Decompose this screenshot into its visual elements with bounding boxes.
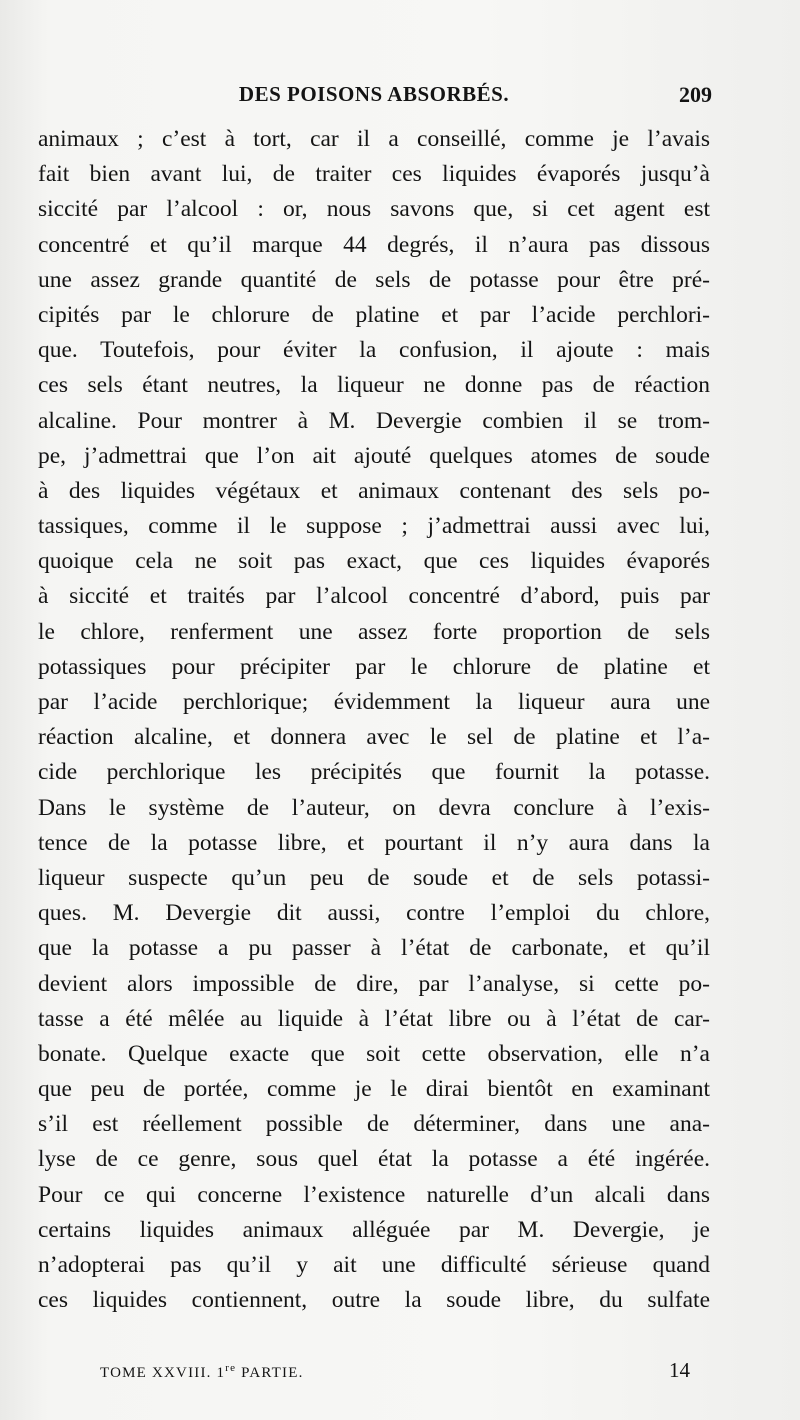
text-line: lyse de ce genre, sous quel état la potasse a été ingérée.	[38, 1146, 710, 1173]
text-line: le chlore, renferment une assez forte proportion de sels	[38, 618, 710, 645]
text-line: fait bien avant lui, de traiter ces liquides évaporés jusqu’à	[38, 161, 710, 188]
text-line: une assez grande quantité de sels de potasse pour être pré-	[38, 266, 710, 293]
text-line: n’adopterai pas qu’il y ait une difficulté sérieuse quand	[38, 1252, 710, 1278]
text-line: tence de la potasse libre, et pourtant il n’y aura dans la	[38, 829, 710, 856]
text-line: tassiques, comme il le suppose ; j’admettrai aussi avec lui,	[38, 513, 710, 540]
text-line: que la potasse a pu passer à l’état de carbonate, et qu’il	[38, 935, 710, 962]
text-line: quoique cela ne soit pas exact, que ces liquides évaporés	[38, 548, 710, 575]
text-line: par l’acide perchlorique; évidemment la liqueur aura une	[38, 689, 710, 715]
text-line: certains liquides animaux alléguée par M. Devergie, je	[38, 1216, 710, 1243]
text-line: Dans le système de l’auteur, on devra conclure à l’exis-	[38, 794, 710, 821]
page-header	[36, 82, 712, 116]
page-number: 209	[679, 82, 712, 107]
text-line: tasse a été mêlée au liquide à l’état libre ou à l’état de car-	[38, 1005, 710, 1032]
text-line: siccité par l’alcool : or, nous savons que, si cet agent est	[38, 196, 710, 223]
text-line: devient alors impossible de dire, par l’analyse, si cette po-	[38, 970, 710, 997]
signature-mark: 14	[669, 1358, 690, 1382]
text-line: à siccité et traités par l’alcool concentré d’abord, puis par	[38, 583, 710, 610]
page-footer	[100, 1358, 690, 1392]
text-line: Pour ce qui concerne l’existence naturelle d’un alcali dans	[38, 1181, 710, 1208]
text-line: que. Toutefois, pour éviter la confusion, il ajoute : mais	[38, 337, 710, 364]
text-line: que peu de portée, comme je le dirai bientôt en examinant	[38, 1076, 710, 1103]
text-line: ques. M. Devergie dit aussi, contre l’emploi du chlore,	[38, 900, 710, 927]
volume-part-label: TOME XXVIII. 1re PARTIE.	[100, 1362, 304, 1381]
text-line: ces liquides contiennent, outre la soude libre, du sulfate	[38, 1287, 710, 1314]
text-line: animaux ; c’est à tort, car il a conseillé, comme je l’avais	[38, 126, 710, 152]
text-line: s’il est réellement possible de déterminer, dans une ana-	[38, 1111, 710, 1138]
text-line: liqueur suspecte qu’un peu de soude et de sels potassi-	[38, 864, 710, 891]
text-line: à des liquides végétaux et animaux contenant des sels po-	[38, 477, 710, 504]
body-text	[38, 122, 710, 1318]
running-title: DES POISONS ABSORBÉS.	[238, 82, 510, 106]
text-line: réaction alcaline, et donnera avec le sel de platine et l’a-	[38, 724, 710, 751]
text-line: alcaline. Pour montrer à M. Devergie combien il se trom-	[38, 407, 710, 434]
text-line: cide perchlorique les précipités que fournit la potasse.	[38, 759, 710, 786]
text-line: cipités par le chlorure de platine et par l’acide perchlori-	[38, 301, 710, 328]
text-line: pe, j’admettrai que l’on ait ajouté quelques atomes de soude	[38, 442, 710, 469]
text-line: bonate. Quelque exacte que soit cette observation, elle n’a	[38, 1040, 710, 1067]
text-line: potassiques pour précipiter par le chlorure de platine et	[38, 653, 710, 680]
text-line: concentré et qu’il marque 44 degrés, il n’aura pas dissous	[38, 231, 710, 258]
text-line: ces sels étant neutres, la liqueur ne donne pas de réaction	[38, 372, 710, 399]
